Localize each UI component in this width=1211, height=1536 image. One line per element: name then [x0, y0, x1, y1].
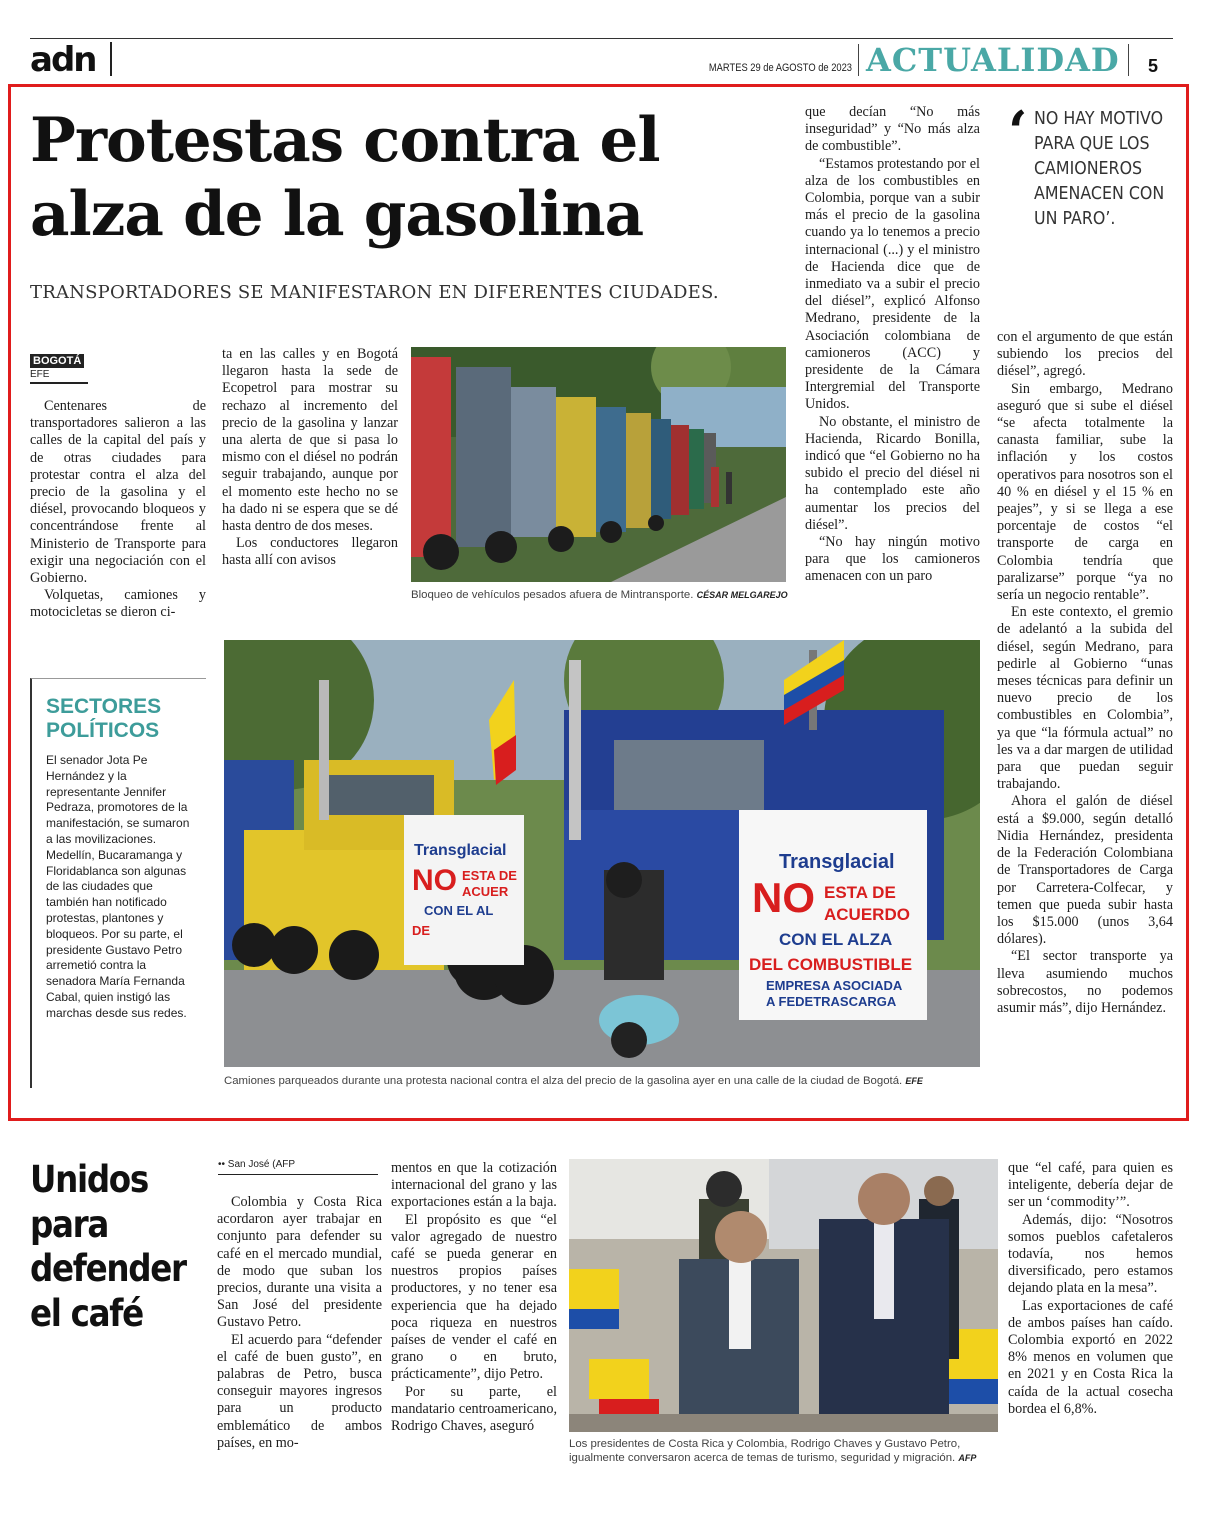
article-column-3	[805, 104, 980, 586]
photo-credit: AFP	[958, 1453, 977, 1463]
quote-mark-icon: ‘	[1008, 99, 1028, 165]
article-column-4	[997, 329, 1173, 1017]
sidebar-body: El senador Jota Pe Hernández y la representante Jennifer Pedraza, promotores de la manifestación, se sumaron a las movilizaciones. Medellín, Bucaramanga y Floridablanca son algunas de las ciudades que también han notificado protestas, plantones y bloqueos. Por su parte, el presidente Gustavo Petro arremetió contra la senadora María Fernanda Cabal, quien instigó las marchas desde sus redes.	[46, 753, 190, 1020]
issue-date: MARTES 29 de AGOSTO de 2023	[708, 62, 852, 74]
newspaper-logo[interactable]: adn	[30, 40, 96, 80]
paragraph: “El sector transporte ya lleva asumiendo muchos sobrecostos, no podemos asumir más”, dijo Hernández.	[997, 948, 1173, 1016]
caption-text: Bloqueo de vehículos pesados afuera de Mintransporte.	[411, 589, 694, 601]
paragraph: En este contexto, el gremio de adelantó a la subida del diésel, según Medrano, para pedirle al Gobierno “unas meses técnicas para definir un nuevo precio de los combustibles en Colombia”, ya que “la fórmula actual” no les va a dar margen de utilidad para que puedan seguir trabajando.	[997, 604, 1173, 793]
caption-text: Camiones parqueados durante una protesta nacional contra el alza del precio de la gasolina ayer en una calle de la ciudad de Bogotá.	[224, 1075, 903, 1087]
dateline-rule	[218, 1174, 378, 1175]
main-subhead: TRANSPORTADORES SE MANIFESTARON EN DIFERENTES CIUDADES.	[30, 282, 719, 303]
paragraph: mentos en que la cotización internacional del grano y las exportaciones están a la baja.	[391, 1160, 557, 1211]
article-column-2	[222, 346, 398, 570]
svg-text:NO: NO	[412, 864, 457, 897]
secondary-headline: Unidos para defender el café	[30, 1158, 186, 1335]
truck-blockade-image	[411, 347, 786, 582]
paragraph: No obstante, el ministro de Hacienda, Ricardo Bonilla, indicó que “el Gobierno no ha subido el precio del diésel ni ha contemplado este año aumentar los precios del diésel”.	[805, 413, 980, 533]
paragraph: que “el café, para quien es inteligente, debería dejar de ser un ‘commodity’”.	[1008, 1160, 1173, 1211]
photo-caption	[569, 1437, 1001, 1465]
paragraph: Centenares de transportadores salieron a las calles de la capital del país y de otras ciudades para protestar contra el alza del precio de la gasolina y el diésel, provocando bloqueos y concentrándose frente al Ministerio de Transporte para exigir una negociación con el Gobierno.	[30, 398, 206, 587]
photo-presidents[interactable]	[569, 1159, 998, 1432]
svg-text:ACUER: ACUER	[462, 884, 509, 899]
svg-text:Transglacial: Transglacial	[779, 851, 895, 873]
photo-protest-trucks[interactable]	[224, 640, 980, 1067]
paragraph: “No hay ningún motivo para que los camioneros amenacen con un paro	[805, 534, 980, 585]
header-divider	[858, 44, 859, 76]
header-divider	[1128, 44, 1129, 76]
logo-divider	[110, 42, 112, 76]
secondary-column-1	[217, 1194, 382, 1452]
article-column-1	[30, 398, 206, 622]
photo-truck-blockade[interactable]	[411, 347, 786, 582]
svg-text:NO: NO	[752, 874, 815, 921]
svg-text:ACUERDO: ACUERDO	[824, 905, 910, 924]
secondary-column-3	[1008, 1160, 1173, 1418]
paragraph: que decían “No más inseguridad” y “No más alza de combustible”.	[805, 104, 980, 155]
paragraph: Las exportaciones de café de ambos países han caído. Colombia exportó en 2022 8% menos en volumen que en 2021 y en Costa Rica la caída de la actual cosecha bordea el 6,8%.	[1008, 1297, 1173, 1417]
dateline-city: BOGOTÁ	[30, 354, 84, 368]
protest-trucks-image	[224, 640, 980, 1067]
caption-text: Los presidentes de Costa Rica y Colombia, Rodrigo Chaves y Gustavo Petro, igualmente conversaron acerca de temas de turismo, seguridad y migración.	[569, 1438, 961, 1464]
paragraph: ta en las calles y en Bogotá llegaron hasta la sede de Ecopetrol para mostrar su rechazo al incremento del precio de la gasolina y lanzar una alerta de que si pasa lo mismo con el diésel no podrán seguir trabajando, aunque por el momento este hecho no se ha dado ni se espera que se dé hasta dentro de dos meses.	[222, 346, 398, 535]
bullet-icon: ••	[218, 1159, 226, 1170]
pull-quote: NO HAY MOTIVO PARA QUE LOS CAMIONEROS AMENACEN CON UN PARO’.	[1034, 108, 1165, 229]
svg-text:CON EL AL: CON EL AL	[424, 903, 494, 918]
paragraph: Sin embargo, Medrano aseguró que si sube el diésel “se afecta totalmente la canasta familiar, sube la inflación y los costos operativos para nosotros son el 40 % en diésel y el 15 % en peajes”, y si se llega a ese porcentaje de costos “el transporte de carga en Colombia tendría que paralizarse” porque “ya no sería un negocio rentable”.	[997, 380, 1173, 604]
paragraph: “Estamos protestando por el alza de los combustibles en Colombia, porque van a subir más el precio de la gasolina cuando ya lo tenemos a precio internacional (...) y el ministro de Hacienda dice que de inmediato va a subir el precio del diésel”, explicó Alfonso Medrano, presidente de la Asociación colombiana de camioneros (ACC) y presidente de la Cámara Intergremial del Transporte Unidos.	[805, 155, 980, 413]
paragraph: Volquetas, camiones y motocicletas se dieron ci-	[30, 587, 206, 621]
svg-text:Transglacial: Transglacial	[414, 842, 507, 859]
protest-banner-left	[404, 815, 524, 965]
paragraph: Por su parte, el mandatario centroamericano, Rodrigo Chaves, aseguró	[391, 1383, 557, 1435]
svg-text:ESTA DE: ESTA DE	[824, 883, 896, 902]
paragraph: El propósito es que “el valor agregado de nuestro café se pueda generar en nuestros propios países productores, y no tener esa experiencia que ha dejado poca riqueza en nuestros países de vender el café en grano o en bruto, prácticamente”, dijo Petro.	[391, 1211, 557, 1383]
photo-credit: CÉSAR MELGAREJO	[696, 590, 788, 600]
header-rule	[30, 38, 1173, 39]
paragraph: Los conductores llegaron hasta allí con avisos	[222, 535, 398, 569]
dateline	[30, 349, 84, 368]
section-name[interactable]: ACTUALIDAD	[866, 41, 1120, 79]
svg-text:ESTA DE: ESTA DE	[462, 868, 517, 883]
dateline-text: San José (AFP	[227, 1159, 296, 1170]
main-headline: Protestas contra el alza de la gasolina	[30, 105, 660, 250]
photo-caption	[224, 1074, 984, 1088]
svg-text:DEL COMBUSTIBLE: DEL COMBUSTIBLE	[749, 955, 913, 974]
photo-credit: EFE	[905, 1076, 923, 1086]
photo-caption	[411, 588, 791, 602]
paragraph: con el argumento de que están subiendo los precios del diésel”, agregó.	[997, 329, 1173, 380]
svg-text:DE: DE	[412, 923, 431, 938]
paragraph: Además, dijo: “Nosotros somos pueblos cafetaleros todavía, nos hemos diversificado, pero estamos dejando plata en la mesa”.	[1008, 1211, 1173, 1297]
dateline-agency: EFE	[30, 369, 50, 380]
protest-banner-right	[739, 810, 927, 1020]
svg-text:A FEDETRASCARGA: A FEDETRASCARGA	[766, 994, 897, 1009]
svg-text:CON EL ALZA: CON EL ALZA	[779, 930, 893, 949]
sidebar-title: SECTORES POLÍTICOS	[46, 695, 162, 742]
dateline-rule	[30, 382, 88, 384]
presidents-image	[569, 1159, 998, 1432]
svg-text:EMPRESA ASOCIADA: EMPRESA ASOCIADA	[766, 978, 903, 993]
secondary-column-2	[391, 1160, 557, 1435]
paragraph: El acuerdo para “defender el café de buen gusto”, en palabras de Petro, busca conseguir mayores ingresos para un producto emblemático de ambos países, en mo-	[217, 1331, 382, 1451]
paragraph: Colombia y Costa Rica acordaron ayer trabajar en conjunto para defender su café en el mercado mundial, de modo que suban los precios, durante una visita a San José del presidente Gustavo Petro.	[217, 1194, 382, 1331]
paragraph: Ahora el galón de diésel está a $9.000, según detalló Nidia Hernández, presidenta de la Federación Colombiana de Transportadores de Carga por Carretera-Colfecar, y temen que pueda subir hasta los $15.000 (unos 3,64 dólares).	[997, 793, 1173, 948]
secondary-dateline	[218, 1159, 295, 1170]
page-number: 5	[1148, 56, 1159, 76]
